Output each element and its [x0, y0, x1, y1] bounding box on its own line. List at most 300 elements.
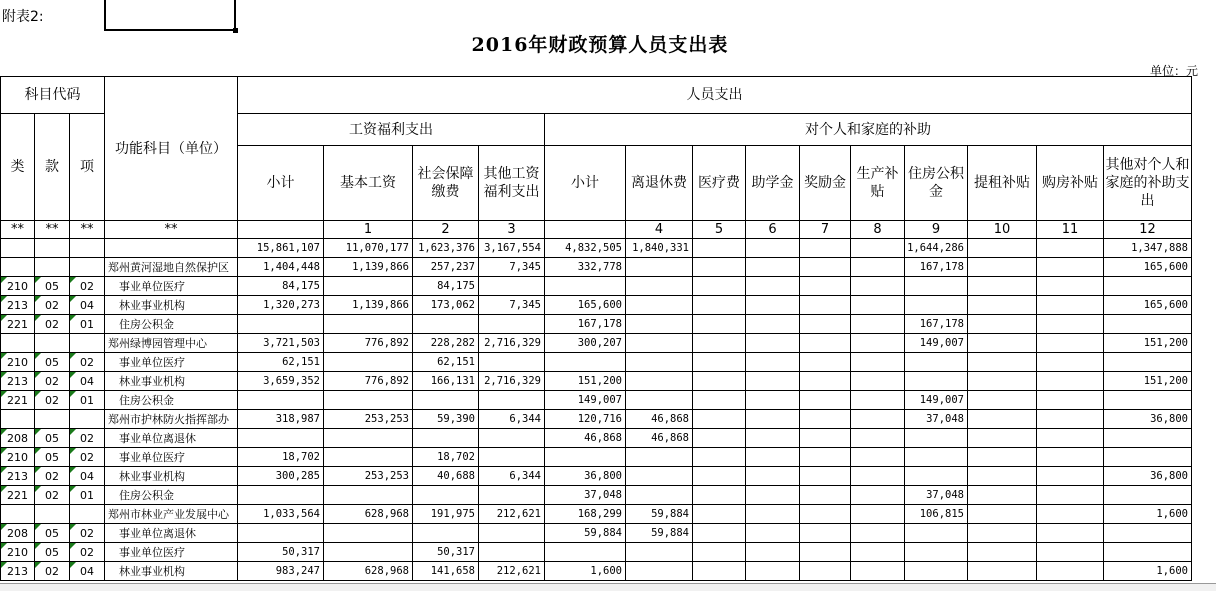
- value-cell[interactable]: [1104, 524, 1192, 543]
- xiang-cell[interactable]: 04: [70, 467, 105, 486]
- kuan-cell[interactable]: 02: [35, 562, 70, 581]
- value-cell[interactable]: [851, 410, 905, 429]
- value-cell[interactable]: [693, 372, 746, 391]
- value-cell[interactable]: [1104, 429, 1192, 448]
- value-cell[interactable]: [413, 429, 479, 448]
- value-cell[interactable]: 18,702: [413, 448, 479, 467]
- kuan-cell[interactable]: 05: [35, 524, 70, 543]
- value-cell[interactable]: [800, 258, 851, 277]
- value-cell[interactable]: [746, 296, 800, 315]
- xiang-cell[interactable]: 02: [70, 448, 105, 467]
- value-cell[interactable]: [1104, 277, 1192, 296]
- value-cell[interactable]: 141,658: [413, 562, 479, 581]
- value-cell[interactable]: [626, 543, 693, 562]
- xiang-cell[interactable]: [70, 239, 105, 258]
- value-cell[interactable]: 151,200: [1104, 334, 1192, 353]
- value-cell[interactable]: [905, 277, 968, 296]
- value-cell[interactable]: 37,048: [545, 486, 626, 505]
- value-cell[interactable]: [1037, 391, 1104, 410]
- subject-name-cell[interactable]: 林业事业机构: [105, 372, 238, 391]
- value-cell[interactable]: [800, 562, 851, 581]
- value-cell[interactable]: [238, 391, 324, 410]
- xiang-cell[interactable]: [70, 505, 105, 524]
- xiang-cell[interactable]: [70, 258, 105, 277]
- value-cell[interactable]: [693, 524, 746, 543]
- value-cell[interactable]: [905, 372, 968, 391]
- lei-cell[interactable]: 213: [1, 296, 35, 315]
- value-cell[interactable]: 257,237: [413, 258, 479, 277]
- value-cell[interactable]: [1037, 315, 1104, 334]
- value-cell[interactable]: 1,033,564: [238, 505, 324, 524]
- value-cell[interactable]: 46,868: [545, 429, 626, 448]
- value-cell[interactable]: [905, 296, 968, 315]
- value-cell[interactable]: [746, 543, 800, 562]
- kuan-cell[interactable]: [35, 505, 70, 524]
- value-cell[interactable]: [238, 486, 324, 505]
- value-cell[interactable]: [479, 315, 545, 334]
- value-cell[interactable]: [851, 239, 905, 258]
- xiang-cell[interactable]: 02: [70, 543, 105, 562]
- value-cell[interactable]: [851, 467, 905, 486]
- value-cell[interactable]: [800, 391, 851, 410]
- value-cell[interactable]: [238, 524, 324, 543]
- value-cell[interactable]: [851, 562, 905, 581]
- lei-cell[interactable]: 210: [1, 277, 35, 296]
- subject-name-cell[interactable]: 住房公积金: [105, 391, 238, 410]
- value-cell[interactable]: 2,716,329: [479, 372, 545, 391]
- lei-cell[interactable]: 221: [1, 315, 35, 334]
- value-cell[interactable]: [413, 315, 479, 334]
- value-cell[interactable]: [545, 353, 626, 372]
- value-cell[interactable]: 318,987: [238, 410, 324, 429]
- value-cell[interactable]: [693, 410, 746, 429]
- value-cell[interactable]: [479, 543, 545, 562]
- value-cell[interactable]: [413, 391, 479, 410]
- value-cell[interactable]: [905, 524, 968, 543]
- value-cell[interactable]: [1037, 372, 1104, 391]
- value-cell[interactable]: [800, 486, 851, 505]
- value-cell[interactable]: [851, 505, 905, 524]
- value-cell[interactable]: [1037, 353, 1104, 372]
- value-cell[interactable]: [413, 486, 479, 505]
- value-cell[interactable]: 253,253: [324, 467, 413, 486]
- kuan-cell[interactable]: 05: [35, 429, 70, 448]
- xiang-cell[interactable]: 02: [70, 429, 105, 448]
- value-cell[interactable]: [800, 505, 851, 524]
- kuan-cell[interactable]: 05: [35, 277, 70, 296]
- value-cell[interactable]: 59,884: [626, 524, 693, 543]
- value-cell[interactable]: [479, 353, 545, 372]
- value-cell[interactable]: [1104, 391, 1192, 410]
- value-cell[interactable]: [324, 543, 413, 562]
- value-cell[interactable]: [968, 524, 1037, 543]
- value-cell[interactable]: 37,048: [905, 410, 968, 429]
- value-cell[interactable]: [324, 524, 413, 543]
- subject-name-cell[interactable]: 事业单位离退休: [105, 524, 238, 543]
- value-cell[interactable]: [693, 277, 746, 296]
- lei-cell[interactable]: 210: [1, 353, 35, 372]
- kuan-cell[interactable]: 05: [35, 353, 70, 372]
- value-cell[interactable]: 983,247: [238, 562, 324, 581]
- value-cell[interactable]: 151,200: [545, 372, 626, 391]
- unit-name-cell[interactable]: 郑州绿博园管理中心: [105, 334, 238, 353]
- value-cell[interactable]: 62,151: [238, 353, 324, 372]
- value-cell[interactable]: [968, 334, 1037, 353]
- xiang-cell[interactable]: 04: [70, 372, 105, 391]
- value-cell[interactable]: [968, 543, 1037, 562]
- value-cell[interactable]: [851, 296, 905, 315]
- value-cell[interactable]: 50,317: [238, 543, 324, 562]
- value-cell[interactable]: [479, 277, 545, 296]
- unit-name-cell[interactable]: 郑州市护林防火指挥部办: [105, 410, 238, 429]
- value-cell[interactable]: [1037, 334, 1104, 353]
- value-cell[interactable]: 168,299: [545, 505, 626, 524]
- xiang-cell[interactable]: 02: [70, 277, 105, 296]
- value-cell[interactable]: 15,861,107: [238, 239, 324, 258]
- value-cell[interactable]: [968, 467, 1037, 486]
- value-cell[interactable]: [968, 448, 1037, 467]
- value-cell[interactable]: [626, 372, 693, 391]
- value-cell[interactable]: [851, 543, 905, 562]
- value-cell[interactable]: 36,800: [545, 467, 626, 486]
- kuan-cell[interactable]: 05: [35, 448, 70, 467]
- value-cell[interactable]: [626, 315, 693, 334]
- value-cell[interactable]: 628,968: [324, 562, 413, 581]
- kuan-cell[interactable]: 02: [35, 315, 70, 334]
- value-cell[interactable]: [626, 486, 693, 505]
- value-cell[interactable]: [1037, 296, 1104, 315]
- value-cell[interactable]: [905, 467, 968, 486]
- value-cell[interactable]: [746, 239, 800, 258]
- value-cell[interactable]: [1104, 448, 1192, 467]
- value-cell[interactable]: [324, 315, 413, 334]
- value-cell[interactable]: [905, 448, 968, 467]
- xiang-cell[interactable]: 01: [70, 315, 105, 334]
- value-cell[interactable]: 1,600: [545, 562, 626, 581]
- value-cell[interactable]: [693, 391, 746, 410]
- value-cell[interactable]: [746, 429, 800, 448]
- value-cell[interactable]: 3,167,554: [479, 239, 545, 258]
- value-cell[interactable]: [1104, 315, 1192, 334]
- lei-cell[interactable]: 208: [1, 524, 35, 543]
- xiang-cell[interactable]: [70, 334, 105, 353]
- lei-cell[interactable]: 210: [1, 543, 35, 562]
- value-cell[interactable]: [479, 448, 545, 467]
- value-cell[interactable]: [851, 429, 905, 448]
- value-cell[interactable]: [1037, 410, 1104, 429]
- value-cell[interactable]: [693, 429, 746, 448]
- value-cell[interactable]: 149,007: [545, 391, 626, 410]
- value-cell[interactable]: 191,975: [413, 505, 479, 524]
- value-cell[interactable]: 1,320,273: [238, 296, 324, 315]
- kuan-cell[interactable]: 05: [35, 543, 70, 562]
- value-cell[interactable]: [545, 448, 626, 467]
- value-cell[interactable]: 151,200: [1104, 372, 1192, 391]
- value-cell[interactable]: [1037, 524, 1104, 543]
- value-cell[interactable]: [851, 315, 905, 334]
- value-cell[interactable]: [905, 543, 968, 562]
- value-cell[interactable]: 1,600: [1104, 505, 1192, 524]
- value-cell[interactable]: [968, 372, 1037, 391]
- value-cell[interactable]: 4,832,505: [545, 239, 626, 258]
- value-cell[interactable]: 1,347,888: [1104, 239, 1192, 258]
- selected-cell[interactable]: [104, 0, 236, 31]
- value-cell[interactable]: [800, 467, 851, 486]
- value-cell[interactable]: [905, 429, 968, 448]
- value-cell[interactable]: [693, 543, 746, 562]
- value-cell[interactable]: [851, 258, 905, 277]
- value-cell[interactable]: 40,688: [413, 467, 479, 486]
- value-cell[interactable]: [968, 239, 1037, 258]
- kuan-cell[interactable]: [35, 334, 70, 353]
- value-cell[interactable]: [1037, 467, 1104, 486]
- value-cell[interactable]: 37,048: [905, 486, 968, 505]
- value-cell[interactable]: [1037, 505, 1104, 524]
- value-cell[interactable]: [851, 486, 905, 505]
- value-cell[interactable]: [324, 277, 413, 296]
- value-cell[interactable]: 149,007: [905, 334, 968, 353]
- value-cell[interactable]: 62,151: [413, 353, 479, 372]
- subject-name-cell[interactable]: 林业事业机构: [105, 562, 238, 581]
- value-cell[interactable]: 212,621: [479, 505, 545, 524]
- value-cell[interactable]: [1104, 486, 1192, 505]
- kuan-cell[interactable]: 02: [35, 467, 70, 486]
- value-cell[interactable]: [800, 524, 851, 543]
- xiang-cell[interactable]: 02: [70, 353, 105, 372]
- kuan-cell[interactable]: [35, 239, 70, 258]
- value-cell[interactable]: 165,600: [1104, 258, 1192, 277]
- subject-name-cell[interactable]: 住房公积金: [105, 486, 238, 505]
- subject-name-cell[interactable]: 林业事业机构: [105, 467, 238, 486]
- xiang-cell[interactable]: 04: [70, 562, 105, 581]
- value-cell[interactable]: 628,968: [324, 505, 413, 524]
- value-cell[interactable]: [746, 486, 800, 505]
- subject-name-cell[interactable]: 事业单位医疗: [105, 543, 238, 562]
- kuan-cell[interactable]: [35, 258, 70, 277]
- value-cell[interactable]: 6,344: [479, 467, 545, 486]
- xiang-cell[interactable]: 01: [70, 391, 105, 410]
- value-cell[interactable]: [851, 277, 905, 296]
- value-cell[interactable]: [968, 562, 1037, 581]
- value-cell[interactable]: 84,175: [413, 277, 479, 296]
- value-cell[interactable]: 18,702: [238, 448, 324, 467]
- value-cell[interactable]: [693, 505, 746, 524]
- value-cell[interactable]: [324, 391, 413, 410]
- value-cell[interactable]: [800, 239, 851, 258]
- value-cell[interactable]: 1,139,866: [324, 296, 413, 315]
- lei-cell[interactable]: [1, 258, 35, 277]
- subject-name-cell[interactable]: 事业单位医疗: [105, 277, 238, 296]
- kuan-cell[interactable]: 02: [35, 372, 70, 391]
- value-cell[interactable]: [968, 277, 1037, 296]
- value-cell[interactable]: [800, 410, 851, 429]
- value-cell[interactable]: [968, 258, 1037, 277]
- value-cell[interactable]: 165,600: [545, 296, 626, 315]
- value-cell[interactable]: [800, 296, 851, 315]
- value-cell[interactable]: [800, 353, 851, 372]
- value-cell[interactable]: 253,253: [324, 410, 413, 429]
- value-cell[interactable]: 776,892: [324, 334, 413, 353]
- unit-name-cell[interactable]: 郑州市林业产业发展中心: [105, 505, 238, 524]
- value-cell[interactable]: [1037, 258, 1104, 277]
- value-cell[interactable]: [968, 315, 1037, 334]
- value-cell[interactable]: [1037, 543, 1104, 562]
- value-cell[interactable]: [693, 258, 746, 277]
- value-cell[interactable]: [851, 524, 905, 543]
- value-cell[interactable]: [851, 372, 905, 391]
- lei-cell[interactable]: 213: [1, 372, 35, 391]
- value-cell[interactable]: 11,070,177: [324, 239, 413, 258]
- value-cell[interactable]: [626, 334, 693, 353]
- value-cell[interactable]: [800, 334, 851, 353]
- value-cell[interactable]: [851, 334, 905, 353]
- value-cell[interactable]: [905, 562, 968, 581]
- value-cell[interactable]: [479, 391, 545, 410]
- kuan-cell[interactable]: [35, 410, 70, 429]
- value-cell[interactable]: [238, 315, 324, 334]
- value-cell[interactable]: [626, 353, 693, 372]
- value-cell[interactable]: 7,345: [479, 296, 545, 315]
- subject-name-cell[interactable]: [105, 239, 238, 258]
- value-cell[interactable]: [693, 562, 746, 581]
- value-cell[interactable]: [746, 505, 800, 524]
- value-cell[interactable]: [545, 277, 626, 296]
- subject-name-cell[interactable]: 事业单位离退休: [105, 429, 238, 448]
- unit-name-cell[interactable]: 郑州黄河湿地自然保护区: [105, 258, 238, 277]
- value-cell[interactable]: [693, 467, 746, 486]
- xiang-cell[interactable]: 04: [70, 296, 105, 315]
- value-cell[interactable]: [800, 277, 851, 296]
- value-cell[interactable]: 776,892: [324, 372, 413, 391]
- value-cell[interactable]: 1,840,331: [626, 239, 693, 258]
- value-cell[interactable]: [479, 486, 545, 505]
- value-cell[interactable]: [626, 391, 693, 410]
- value-cell[interactable]: 149,007: [905, 391, 968, 410]
- value-cell[interactable]: 167,178: [905, 258, 968, 277]
- value-cell[interactable]: 1,644,286: [905, 239, 968, 258]
- value-cell[interactable]: 300,285: [238, 467, 324, 486]
- value-cell[interactable]: [626, 467, 693, 486]
- value-cell[interactable]: 59,390: [413, 410, 479, 429]
- value-cell[interactable]: [324, 429, 413, 448]
- value-cell[interactable]: [479, 429, 545, 448]
- value-cell[interactable]: 106,815: [905, 505, 968, 524]
- value-cell[interactable]: [693, 353, 746, 372]
- value-cell[interactable]: [968, 410, 1037, 429]
- value-cell[interactable]: [1037, 486, 1104, 505]
- value-cell[interactable]: [968, 429, 1037, 448]
- value-cell[interactable]: [1037, 239, 1104, 258]
- value-cell[interactable]: 173,062: [413, 296, 479, 315]
- value-cell[interactable]: [238, 429, 324, 448]
- value-cell[interactable]: [800, 429, 851, 448]
- value-cell[interactable]: 50,317: [413, 543, 479, 562]
- value-cell[interactable]: [1104, 543, 1192, 562]
- xiang-cell[interactable]: 01: [70, 486, 105, 505]
- lei-cell[interactable]: 213: [1, 467, 35, 486]
- value-cell[interactable]: [746, 277, 800, 296]
- value-cell[interactable]: 1,623,376: [413, 239, 479, 258]
- value-cell[interactable]: [905, 353, 968, 372]
- value-cell[interactable]: [626, 296, 693, 315]
- value-cell[interactable]: [693, 315, 746, 334]
- kuan-cell[interactable]: 02: [35, 391, 70, 410]
- lei-cell[interactable]: 210: [1, 448, 35, 467]
- lei-cell[interactable]: 221: [1, 486, 35, 505]
- value-cell[interactable]: 1,139,866: [324, 258, 413, 277]
- lei-cell[interactable]: [1, 334, 35, 353]
- value-cell[interactable]: 59,884: [626, 505, 693, 524]
- value-cell[interactable]: [324, 448, 413, 467]
- value-cell[interactable]: 300,207: [545, 334, 626, 353]
- value-cell[interactable]: 59,884: [545, 524, 626, 543]
- value-cell[interactable]: [626, 277, 693, 296]
- value-cell[interactable]: [968, 296, 1037, 315]
- value-cell[interactable]: 84,175: [238, 277, 324, 296]
- value-cell[interactable]: 1,600: [1104, 562, 1192, 581]
- value-cell[interactable]: 2,716,329: [479, 334, 545, 353]
- value-cell[interactable]: 212,621: [479, 562, 545, 581]
- value-cell[interactable]: [746, 315, 800, 334]
- value-cell[interactable]: [324, 486, 413, 505]
- value-cell[interactable]: 46,868: [626, 410, 693, 429]
- xiang-cell[interactable]: 02: [70, 524, 105, 543]
- value-cell[interactable]: [800, 448, 851, 467]
- lei-cell[interactable]: [1, 239, 35, 258]
- value-cell[interactable]: [479, 524, 545, 543]
- lei-cell[interactable]: 221: [1, 391, 35, 410]
- value-cell[interactable]: [1037, 448, 1104, 467]
- value-cell[interactable]: 1,404,448: [238, 258, 324, 277]
- value-cell[interactable]: [746, 524, 800, 543]
- value-cell[interactable]: [800, 543, 851, 562]
- value-cell[interactable]: 46,868: [626, 429, 693, 448]
- value-cell[interactable]: [746, 448, 800, 467]
- kuan-cell[interactable]: 02: [35, 296, 70, 315]
- kuan-cell[interactable]: 02: [35, 486, 70, 505]
- sheet-tabs-strip[interactable]: [0, 583, 1216, 591]
- value-cell[interactable]: [1037, 429, 1104, 448]
- value-cell[interactable]: [1037, 277, 1104, 296]
- value-cell[interactable]: [746, 258, 800, 277]
- lei-cell[interactable]: 213: [1, 562, 35, 581]
- value-cell[interactable]: 166,131: [413, 372, 479, 391]
- value-cell[interactable]: [324, 353, 413, 372]
- value-cell[interactable]: [693, 448, 746, 467]
- value-cell[interactable]: [545, 543, 626, 562]
- value-cell[interactable]: 7,345: [479, 258, 545, 277]
- value-cell[interactable]: 36,800: [1104, 467, 1192, 486]
- value-cell[interactable]: [746, 353, 800, 372]
- value-cell[interactable]: [851, 448, 905, 467]
- value-cell[interactable]: 3,659,352: [238, 372, 324, 391]
- subject-name-cell[interactable]: 事业单位医疗: [105, 448, 238, 467]
- lei-cell[interactable]: 208: [1, 429, 35, 448]
- value-cell[interactable]: 3,721,503: [238, 334, 324, 353]
- value-cell[interactable]: [693, 486, 746, 505]
- value-cell[interactable]: [746, 372, 800, 391]
- value-cell[interactable]: [626, 448, 693, 467]
- value-cell[interactable]: 165,600: [1104, 296, 1192, 315]
- lei-cell[interactable]: [1, 505, 35, 524]
- value-cell[interactable]: [800, 372, 851, 391]
- value-cell[interactable]: [693, 334, 746, 353]
- value-cell[interactable]: [851, 391, 905, 410]
- value-cell[interactable]: [626, 562, 693, 581]
- subject-name-cell[interactable]: 事业单位医疗: [105, 353, 238, 372]
- value-cell[interactable]: [413, 524, 479, 543]
- value-cell[interactable]: [693, 239, 746, 258]
